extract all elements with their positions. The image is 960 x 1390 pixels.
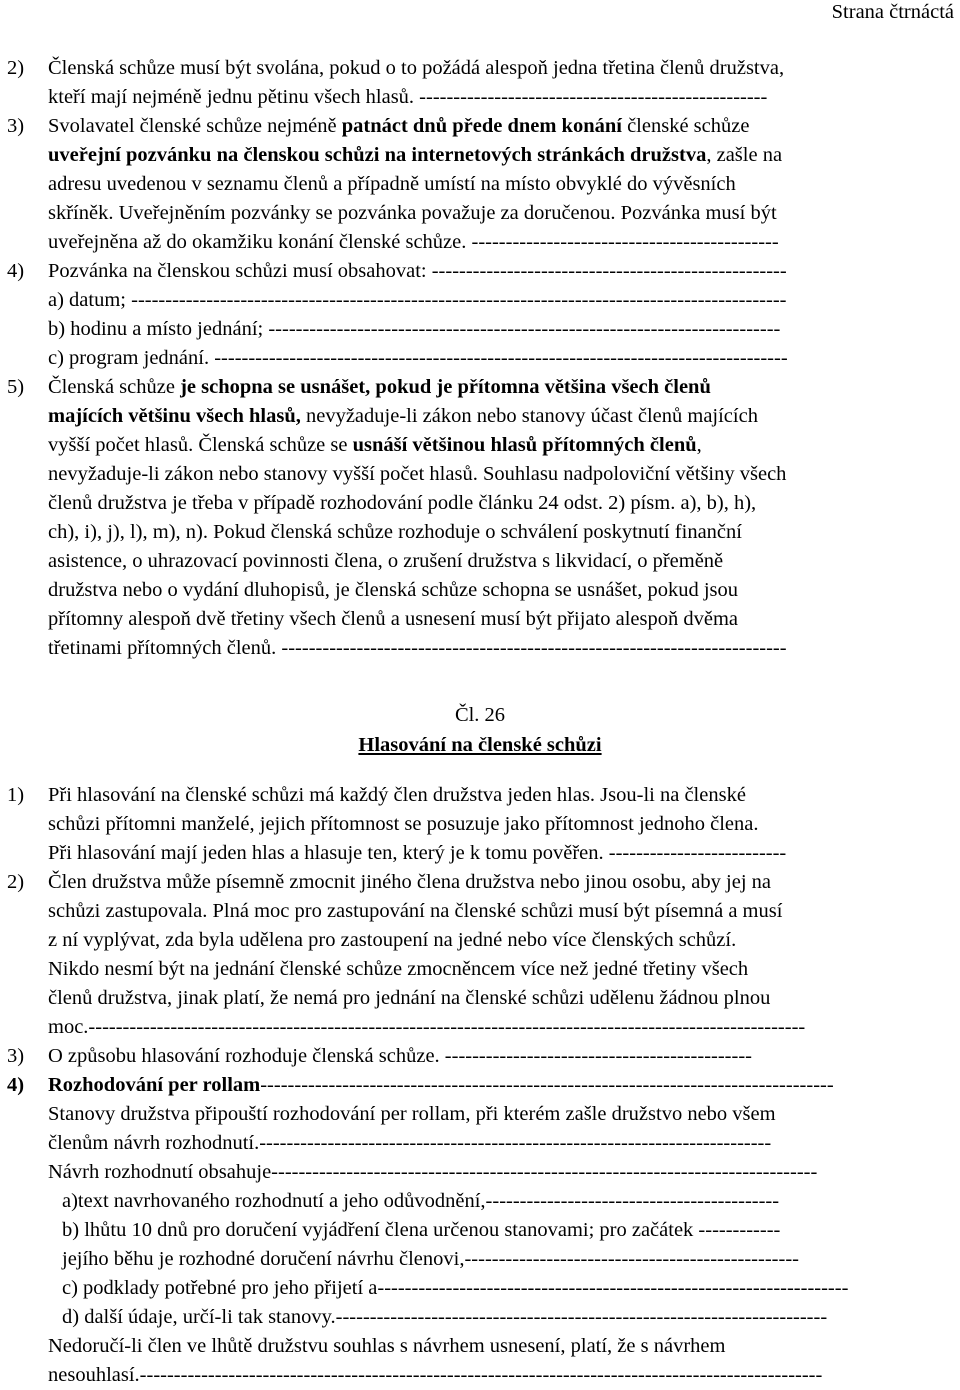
text-line: členů družstva je třeba v případě rozhodování podle článku 24 odst. 2) písm. a), b), h), <box>48 492 757 514</box>
text-line: nesouhlasí.---------------------------------------------------------------------------------------------------- <box>48 1364 823 1386</box>
text-line: Návrh rozhodnutí obsahuje-------------------------------------------------------------------------------- <box>48 1161 818 1183</box>
emphasis: je schopna se usnášet, pokud je přítomna většina všech členů <box>180 376 711 398</box>
list-item: c) podklady potřebné pro jeho přijetí a--------------------------------------------------------------------- <box>62 1277 849 1299</box>
text-line: schůzi přítomni manželé, jejich přítomnost se posuzuje jako přítomnost jednoho člena. <box>48 813 759 835</box>
article-title: Hlasování na členské schůzi <box>358 734 602 756</box>
text-line: uveřejněna až do okamžiku konání členské schůze. --------------------------------------------- <box>48 231 779 253</box>
text-line: uveřejní pozvánku na členskou schůzi na internetových stránkách družstva, zašle na <box>48 144 783 166</box>
article-number: Čl. 26 <box>454 704 506 726</box>
text-line: skříněk. Uveřejněním pozvánky se pozvánka považuje za doručenou. Pozvánka musí být <box>48 202 777 224</box>
text-line: Při hlasování na členské schůzi má každý člen družstva jeden hlas. Jsou-li na členské <box>48 784 746 806</box>
text-line: schůzi zastupovala. Plná moc pro zastupování na členské schůzi musí být písemná a musí <box>48 900 783 922</box>
text-line: Při hlasování mají jeden hlas a hlasuje ten, který je k tomu pověřen. -------------------------- <box>48 842 787 864</box>
emphasis: uveřejní pozvánku na členskou schůzi na internetových stránkách družstva <box>48 144 707 166</box>
text-line: moc.--------------------------------------------------------------------------------------------------------- <box>48 1016 806 1038</box>
list-item: b) hodinu a místo jednání; --------------------------------------------------------------------------- <box>48 318 781 340</box>
emphasis: usnáší většinou hlasů přítomných členů <box>352 434 697 456</box>
text-line: Stanovy družstva připouští rozhodování per rollam, při kterém zašle družstvo nebo všem <box>48 1103 776 1125</box>
text-line: majících většinu všech hlasů, nevyžaduje-li zákon nebo stanovy účast členů majících <box>48 405 758 427</box>
paragraph-2 <box>7 54 953 112</box>
text-line: Členská schůze musí být svolána, pokud o to požádá alespoň jedna třetina členů družstva, <box>48 57 785 79</box>
text-line: Nedoručí-li člen ve lhůtě družstvu souhlas s návrhem usnesení, platí, že s návrhem <box>48 1335 726 1357</box>
list-item: a)text navrhovaného rozhodnutí a jeho odůvodnění,------------------------------------------- <box>62 1190 780 1212</box>
list-item: c) program jednání. ------------------------------------------------------------------------------------ <box>48 347 788 369</box>
text-line: Člen družstva může písemně zmocnit jiného člena družstva nebo jinou osobu, aby jej na <box>48 871 771 893</box>
text-line: Členská schůze je schopna se usnášet, pokud je přítomna většina všech členů <box>48 376 711 398</box>
paragraph-number: 1) <box>7 784 25 806</box>
paragraph-2 <box>7 868 953 1042</box>
text-line: nevyžaduje-li zákon nebo stanovy vyšší počet hlasů. Souhlasu nadpoloviční většiny všech <box>48 463 787 485</box>
page-number: Strana čtrnáctá <box>831 1 954 23</box>
text-line: vyšší počet hlasů. Členská schůze se usnáší většinou hlasů přítomných členů, <box>48 434 702 456</box>
list-item: b) lhůtu 10 dnů pro doručení vyjádření člena určenou stanovami; pro začátek ------------ <box>62 1219 781 1241</box>
paragraph-number: 3) <box>7 1045 25 1067</box>
emphasis: Rozhodování per rollam <box>48 1074 261 1096</box>
text-line: kteří mají nejméně jednu pětinu všech hlasů. --------------------------------------------------- <box>48 86 768 108</box>
paragraph-3 <box>7 1042 953 1071</box>
list-item: a) datum; ------------------------------------------------------------------------------------------------ <box>48 289 787 311</box>
text-line: Svolavatel členské schůze nejméně patnáct dnů přede dnem konání členské schůze <box>48 115 750 137</box>
emphasis: patnáct dnů přede dnem konání <box>341 115 622 137</box>
text-line: O způsobu hlasování rozhoduje členská schůze. --------------------------------------------- <box>48 1045 752 1067</box>
text-line: družstva nebo o vydání dluhopisů, je členská schůze schopna se usnášet, pokud jsou <box>48 579 739 601</box>
paragraph-number: 2) <box>7 871 25 893</box>
paragraph-number: 3) <box>7 115 25 137</box>
paragraph-4 <box>7 257 953 373</box>
paragraph-number: 4) <box>7 1074 25 1096</box>
emphasis: majících většinu všech hlasů, <box>48 405 301 427</box>
text-line: Rozhodování per rollam------------------------------------------------------------------------------------ <box>48 1074 834 1096</box>
text-line: z ní vyplývat, zda byla udělena pro zastoupení na jedné nebo více členských schůzí. <box>48 929 737 951</box>
text-line: přítomny alespoň dvě třetiny všech členů a usnesení musí být přijato alespoň dvěma <box>48 608 739 630</box>
list-item: d) další údaje, určí-li tak stanovy.------------------------------------------------------------------------ <box>62 1306 828 1328</box>
list-item: jejího běhu je rozhodné doručení návrhu členovi,------------------------------------------------- <box>62 1248 799 1270</box>
paragraph-number: 4) <box>7 260 25 282</box>
text-line: ch), i), j), l), m), n). Pokud členská schůze rozhoduje o schválení poskytnutí finanční <box>48 521 742 543</box>
paragraph-4 <box>7 1071 953 1187</box>
document-body <box>7 54 953 1390</box>
paragraph-3 <box>7 112 953 257</box>
text-line: Pozvánka na členskou schůzi musí obsahovat: ---------------------------------------------------- <box>48 260 787 282</box>
paragraph-number: 5) <box>7 376 25 398</box>
text-line: adresu uvedenou v seznamu členů a případně umístí na místo obvyklé do vývěsních <box>48 173 736 195</box>
text-line: asistence, o uhrazovací povinnosti člena, o zrušení družstva s likvidací, o přeměně <box>48 550 724 572</box>
text-line: třetinami přítomných členů. -------------------------------------------------------------------------- <box>48 637 787 659</box>
text-line: členů družstva, jinak platí, že nemá pro jednání na členské schůzi udělenu žádnou plnou <box>48 987 771 1009</box>
paragraph-1 <box>7 781 953 868</box>
text-line: Nikdo nesmí být na jednání členské schůze zmocněncem více než jedné třetiny všech <box>48 958 749 980</box>
paragraph-number: 2) <box>7 57 25 79</box>
text-line: členům návrh rozhodnutí.--------------------------------------------------------------------------- <box>48 1132 772 1154</box>
paragraph-5 <box>7 373 953 663</box>
